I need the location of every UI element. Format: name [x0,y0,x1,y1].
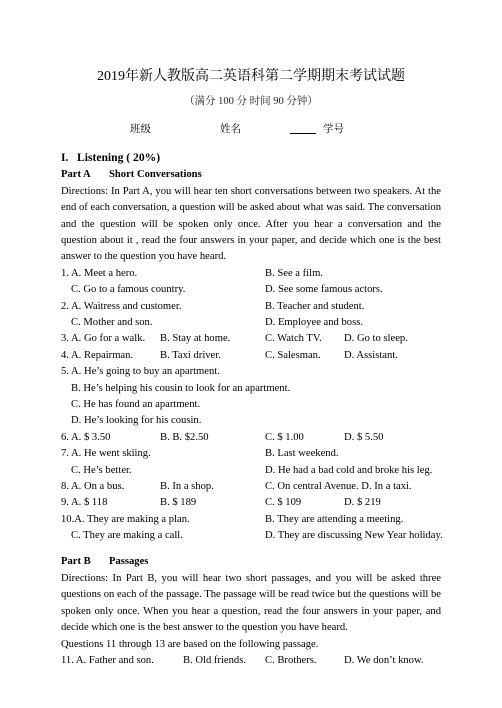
answer-option: D. Assistant. [344,349,398,361]
answer-option: 5. A. He’s going to buy an apartment. [61,366,220,378]
answer-option: C. Mother and son. [71,317,153,329]
answer-option: C. $ 1.00 [265,431,304,443]
page-title: 2019年新人教版高二英语科第二学期期末考试试题 [97,69,405,84]
answer-option: C. He’s better. [71,464,132,476]
answer-option: B. He’s helping his cousin to look for an apartment. [71,382,291,394]
question-row [61,348,441,364]
answer-option: B. $ 189 [160,497,197,509]
answer-option: B. Stay at home. [160,333,231,345]
answer-option: D. He’s looking for his cousin. [71,415,202,427]
answer-option: C. Go to a famous country. [71,284,186,296]
question-row [61,381,441,397]
answer-option: B. See a film. [265,267,323,279]
number-blank [290,122,316,134]
answer-option: B. Teacher and student. [265,300,365,312]
answer-option: C. On central Avenue. D. In a taxi. [265,480,412,492]
answer-option: B. B. $2.50 [160,431,209,443]
answer-option: D. Go to sleep. [344,333,408,345]
answer-option: 9. A. $ 118 [61,497,108,509]
answer-option: D. They are discussing New Year holiday. [265,530,443,542]
page-subtitle: （满分 100 分 时间 90 分钟） [184,96,318,107]
question-row [61,446,441,462]
question-row [61,512,441,528]
answer-option: C. They are making a call. [71,530,183,542]
answer-option: C. Watch TV. [265,333,322,345]
part-b-heading: Part B Passages [61,556,149,568]
question-row [61,463,441,479]
answer-option: D. $ 219 [344,497,381,509]
question-row [61,299,441,315]
part-a-directions: Directions: In Part A, you will hear ten short conversations between two speakers. At the end of each conversation, a question will be asked about what was said. The conversation and the question will be spoken only once. After you hear a conversation and the question about it , read the four answers in your paper, and decide which one is the best answer to the question you have heard. [61,185,441,263]
question-row [61,528,441,544]
answer-option: B. Taxi driver. [160,349,221,361]
answer-option: C. $ 109 [265,497,302,509]
answer-option: 7. A. He went skiing. [61,448,151,460]
answer-option: D. $ 5.50 [344,431,384,443]
question-row [61,282,441,298]
question-row [61,315,441,331]
answer-option: D. See some famous actors. [265,284,383,296]
question-row [61,479,441,495]
name-label: 姓名 [220,124,241,135]
section-listening [61,150,441,669]
question-list [61,266,441,545]
class-label: 班级 [130,124,151,135]
part-b-directions: Directions: In Part B, you will hear two short passages, and you will be asked three questions on each of the passage. The passage will be read twice but the questions will be spoken only once. When you hear a question, read the four answers in your paper, and decide which one is the best answer to the question you have heard. [61,572,441,634]
number-label: 学号 [323,124,344,135]
question-row [61,413,441,429]
part-a-heading: Part A Short Conversations [61,169,202,181]
question-row [61,364,441,380]
question-row [61,430,441,446]
question-row [61,495,441,511]
question-row: 11. A. Father and son. B. Old friends. C. Brothers. D. We don’t know. [61,654,424,666]
answer-option: 8. A. On a bus. [61,480,125,492]
answer-option: 1. A. Meet a hero. [61,267,138,279]
answer-option: C. Salesman. [265,349,321,361]
passage-note: Questions 11 through 13 are based on the following passage. [61,638,319,650]
question-row [61,331,441,347]
answer-option: 10.A. They are making a plan. [61,513,190,525]
answer-option: 4. A. Repairman. [61,349,134,361]
section-heading: I. Listening ( 20%) [61,151,161,164]
answer-option: D. He had a bad cold and broke his leg. [265,464,433,476]
answer-option: 3. A. Go for a walk. [61,333,146,345]
answer-option: B. They are attending a meeting. [265,513,404,525]
question-row [61,266,441,282]
answer-option: B. In a shop. [160,480,214,492]
answer-option: 6. A. $ 3.50 [61,431,111,443]
answer-option: C. He has found an apartment. [71,398,201,410]
question-row [61,397,441,413]
answer-option: 2. A. Waitress and customer. [61,300,182,312]
answer-option: D. Employee and boss. [265,317,363,329]
answer-option: B. Last weekend. [265,448,339,460]
